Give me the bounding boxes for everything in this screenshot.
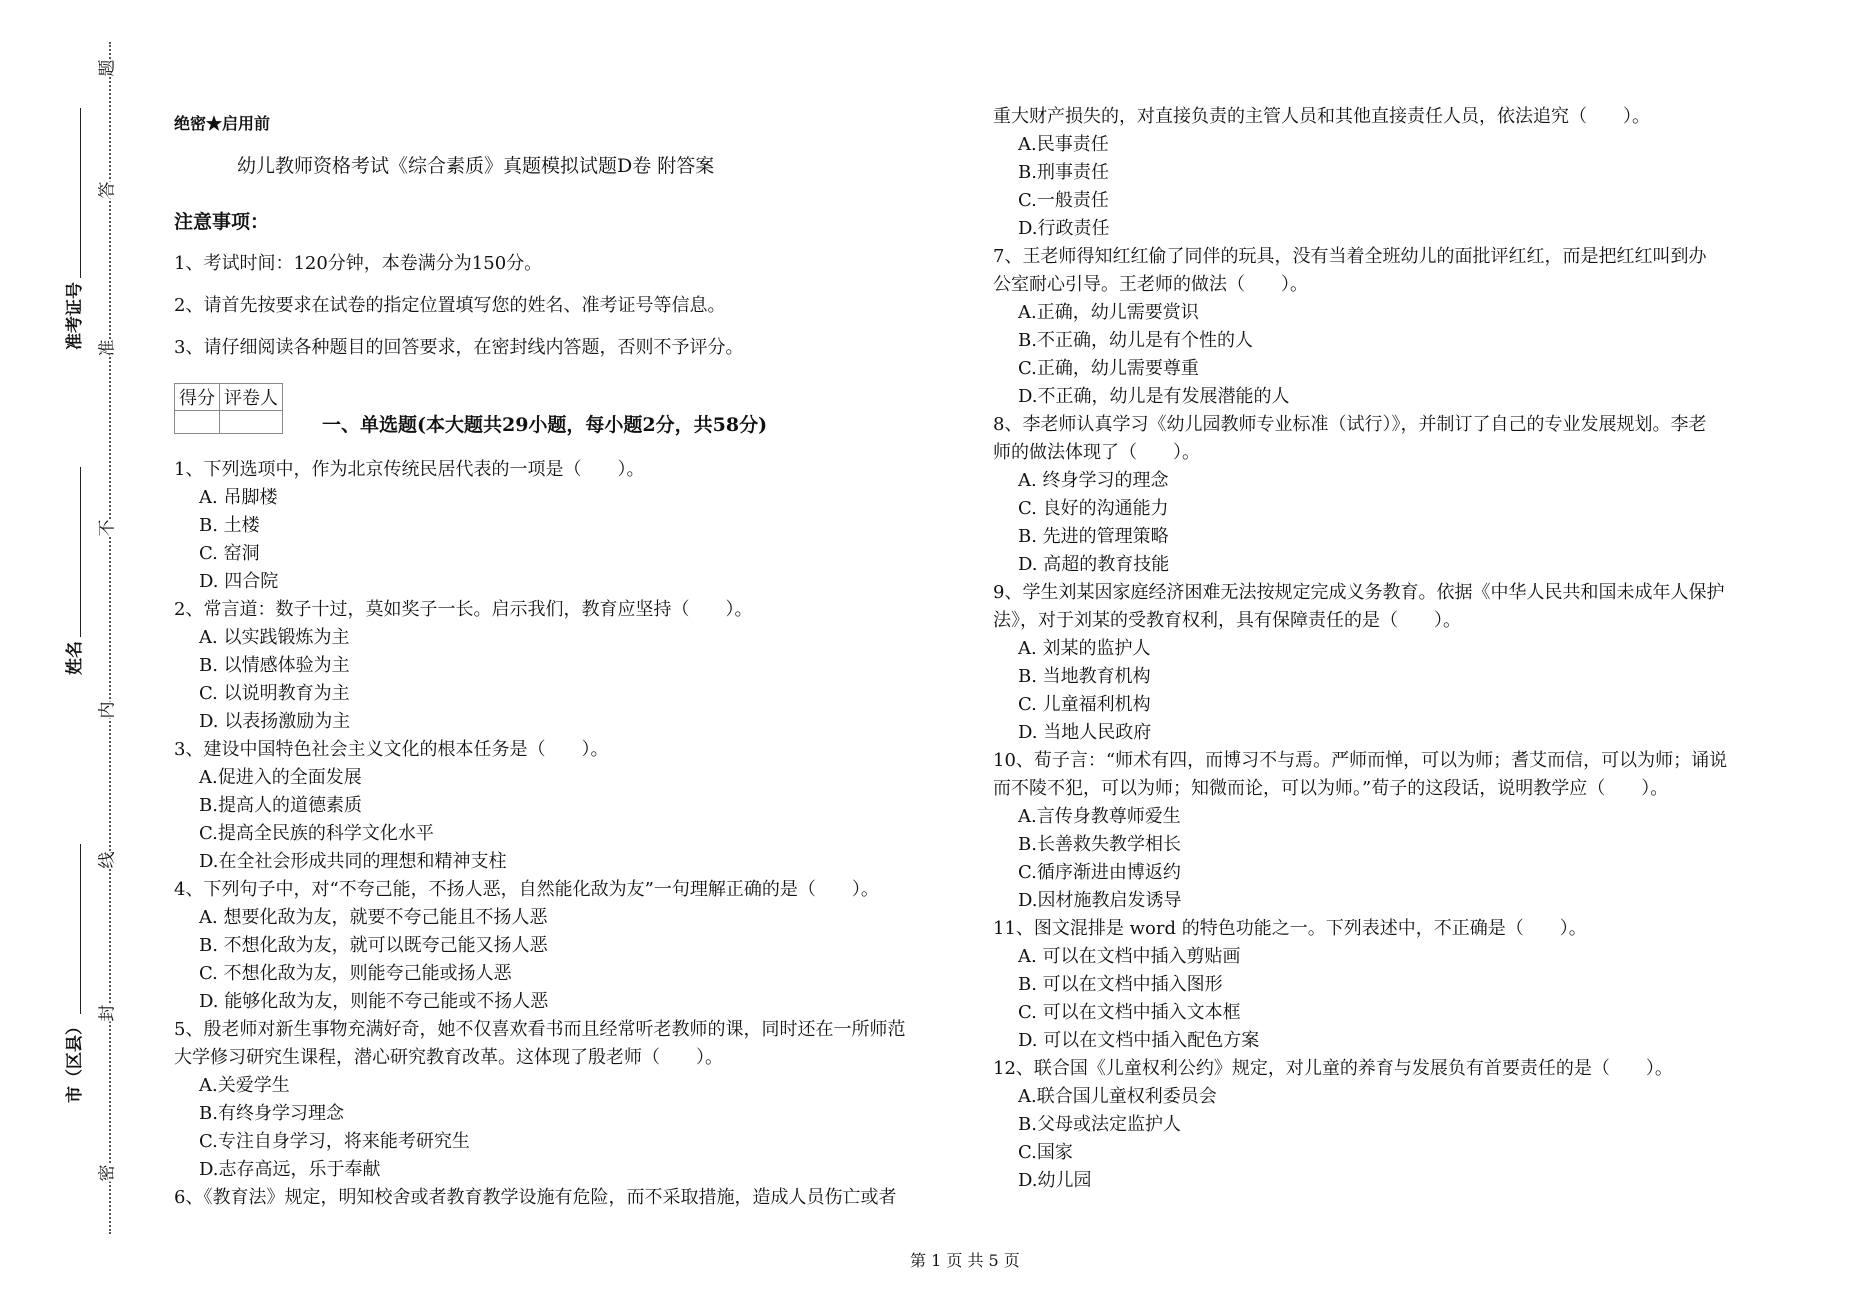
answer-option[interactable]: C.正确，幼儿需要尊重	[1018, 358, 1199, 379]
question-stem: 4、下列句子中，对“不夸己能，不扬人恶，自然能化敌为友”一句理解正确的是（ ）。	[174, 879, 879, 900]
answer-option[interactable]: B. 土楼	[199, 515, 260, 536]
answer-option[interactable]: A.正确，幼儿需要赏识	[1018, 302, 1199, 323]
exam-number-label: 准考证号	[65, 282, 85, 350]
exam-number-blank[interactable]	[64, 108, 81, 278]
notice-title: 注意事项：	[174, 211, 270, 233]
question-stem: 8、李老师认真学习《幼儿园教师专业标准（试行）》，并制订了自己的专业发展规划。李老	[993, 414, 1707, 435]
question-stem: 10、荀子言：“师术有四，而博习不与焉。严师而惮，可以为师；耆艾而信，可以为师；诵说	[993, 750, 1728, 771]
answer-option[interactable]: A. 想要化敌为友，就要不夸己能且不扬人恶	[199, 907, 548, 928]
answer-option[interactable]: D. 可以在文档中插入配色方案	[1018, 1030, 1260, 1051]
notice-item: 3、请仔细阅读各种题目的回答要求，在密封线内答题，否则不予评分。	[174, 337, 744, 358]
answer-option[interactable]: D.不正确，幼儿是有发展潜能的人	[1018, 386, 1290, 407]
question-stem: 11、图文混排是 word 的特色功能之一。下列表述中，不正确是（ ）。	[993, 918, 1587, 939]
score-table	[174, 383, 283, 434]
question-stem: 法》，对于刘某的受教育权利，具有保障责任的是（ ）。	[993, 610, 1461, 631]
answer-option[interactable]: C.循序渐进由博返约	[1018, 862, 1181, 883]
seal-char: 答	[97, 181, 118, 199]
answer-option[interactable]: C. 窑洞	[199, 543, 260, 564]
district-label: 市（区县）	[65, 1018, 85, 1103]
answer-option[interactable]: B. 当地教育机构	[1018, 666, 1151, 687]
answer-option[interactable]: C.提高全民族的科学文化水平	[199, 823, 434, 844]
answer-option[interactable]: B.父母或法定监护人	[1018, 1114, 1181, 1135]
question-stem: 公室耐心引导。王老师的做法（ ）。	[993, 274, 1308, 295]
answer-option[interactable]: D.在全社会形成共同的理想和精神支柱	[199, 851, 507, 872]
notice-item: 2、请首先按要求在试卷的指定位置填写您的姓名、准考证号等信息。	[174, 295, 726, 316]
seal-char: 内	[97, 701, 118, 719]
answer-option[interactable]: C. 以说明教育为主	[199, 683, 350, 704]
answer-option[interactable]: A. 以实践锻炼为主	[199, 627, 350, 648]
exam-number-field[interactable]	[60, 108, 85, 350]
question-stem: 2、常言道：数子十过，莫如奖子一长。启示我们，教育应坚持（ ）。	[174, 599, 753, 620]
answer-option[interactable]: C. 良好的沟通能力	[1018, 498, 1169, 519]
name-label: 姓名	[65, 641, 85, 675]
answer-option[interactable]: D. 四合院	[199, 571, 279, 592]
seal-char: 不	[97, 519, 118, 537]
question-stem: 5、殷老师对新生事物充满好奇，她不仅喜欢看书而且经常听老教师的课，同时还在一所师范	[174, 1019, 906, 1040]
answer-option[interactable]: B.刑事责任	[1018, 162, 1109, 183]
section-title: 一、单选题(本大题共29小题，每小题2分，共58分)	[322, 414, 768, 436]
question-stem: 6、《教育法》规定，明知校舍或者教育教学设施有危险，而不采取措施，造成人员伤亡或者	[174, 1187, 897, 1208]
score-cell[interactable]	[175, 411, 220, 434]
binding-dotted-line	[109, 42, 111, 1234]
grader-cell[interactable]	[220, 411, 283, 434]
answer-option[interactable]: B.不正确，幼儿是有个性的人	[1018, 330, 1253, 351]
page-title: 幼儿教师资格考试《综合素质》真题模拟试题D卷 附答案	[237, 155, 715, 177]
question-stem: 7、王老师得知红红偷了同伴的玩具，没有当着全班幼儿的面批评红红，而是把红红叫到办	[993, 246, 1707, 267]
answer-option[interactable]: D. 能够化敌为友，则能不夸己能或不扬人恶	[199, 991, 549, 1012]
answer-option[interactable]: A. 可以在文档中插入剪贴画	[1018, 946, 1241, 967]
question-stem: 9、学生刘某因家庭经济困难无法按规定完成义务教育。依据《中华人民共和国未成年人保护	[993, 582, 1725, 603]
answer-option[interactable]: C.一般责任	[1018, 190, 1109, 211]
answer-option[interactable]: B. 不想化敌为友，就可以既夸己能又扬人恶	[199, 935, 548, 956]
answer-option[interactable]: C. 儿童福利机构	[1018, 694, 1151, 715]
seal-char: 线	[97, 851, 118, 869]
score-header: 得分	[175, 384, 220, 411]
question-stem: 而不陵不犯，可以为师；知微而论，可以为师。”荀子的这段话，说明教学应（ ）。	[993, 778, 1669, 799]
answer-option[interactable]: A.促进入的全面发展	[199, 767, 362, 788]
question-stem: 3、建设中国特色社会主义文化的根本任务是（ ）。	[174, 739, 609, 760]
answer-option[interactable]: C.国家	[1018, 1142, 1073, 1163]
answer-option[interactable]: B. 可以在文档中插入图形	[1018, 974, 1223, 995]
question-stem: 重大财产损失的，对直接负责的主管人员和其他直接责任人员，依法追究（ ）。	[993, 106, 1650, 127]
district-blank[interactable]	[64, 844, 81, 1014]
seal-char: 密	[97, 1164, 118, 1182]
answer-option[interactable]: D. 当地人民政府	[1018, 722, 1152, 743]
name-blank[interactable]	[64, 467, 81, 637]
answer-option[interactable]: B. 以情感体验为主	[199, 655, 350, 676]
seal-char: 题	[97, 59, 118, 77]
question-stem: 1、下列选项中，作为北京传统民居代表的一项是（ ）。	[174, 459, 645, 480]
answer-option[interactable]: D.志存高远，乐于奉献	[199, 1159, 381, 1180]
answer-option[interactable]: C.专注自身学习，将来能考研究生	[199, 1131, 470, 1152]
question-stem: 大学修习研究生课程，潜心研究教育改革。这体现了殷老师（ ）。	[174, 1047, 723, 1068]
answer-option[interactable]: B.提高人的道德素质	[199, 795, 362, 816]
answer-option[interactable]: C. 可以在文档中插入文本框	[1018, 1002, 1241, 1023]
answer-option[interactable]: A. 终身学习的理念	[1018, 470, 1169, 491]
answer-option[interactable]: D. 高超的教育技能	[1018, 554, 1170, 575]
question-stem: 12、联合国《儿童权利公约》规定，对儿童的养育与发展负有首要责任的是（ ）。	[993, 1058, 1673, 1079]
answer-option[interactable]: A. 吊脚楼	[199, 487, 278, 508]
answer-option[interactable]: D.因材施教启发诱导	[1018, 890, 1182, 911]
page-number: 第 1 页 共 5 页	[910, 1251, 1020, 1270]
answer-option[interactable]: D.行政责任	[1018, 218, 1110, 239]
answer-option[interactable]: A.言传身教尊师爱生	[1018, 806, 1181, 827]
answer-option[interactable]: C. 不想化敌为友，则能夸己能或扬人恶	[199, 963, 512, 984]
answer-option[interactable]: D.幼儿园	[1018, 1170, 1092, 1191]
question-stem: 师的做法体现了（ ）。	[993, 442, 1200, 463]
seal-char: 准	[97, 339, 118, 357]
notice-item: 1、考试时间：120分钟，本卷满分为150分。	[174, 253, 543, 274]
answer-option[interactable]: B.有终身学习理念	[199, 1103, 344, 1124]
answer-option[interactable]: B.长善救失教学相长	[1018, 834, 1181, 855]
answer-option[interactable]: B. 先进的管理策略	[1018, 526, 1169, 547]
answer-option[interactable]: A.民事责任	[1018, 134, 1109, 155]
answer-option[interactable]: A. 刘某的监护人	[1018, 638, 1151, 659]
answer-option[interactable]: A.联合国儿童权利委员会	[1018, 1086, 1217, 1107]
answer-option[interactable]: D. 以表扬激励为主	[199, 711, 351, 732]
grader-header: 评卷人	[220, 384, 283, 411]
confidential-label: 绝密★启用前	[174, 114, 271, 133]
district-field[interactable]	[60, 844, 85, 1103]
name-field[interactable]	[60, 467, 85, 675]
answer-option[interactable]: A.关爱学生	[199, 1075, 290, 1096]
seal-char: 封	[97, 1004, 118, 1022]
